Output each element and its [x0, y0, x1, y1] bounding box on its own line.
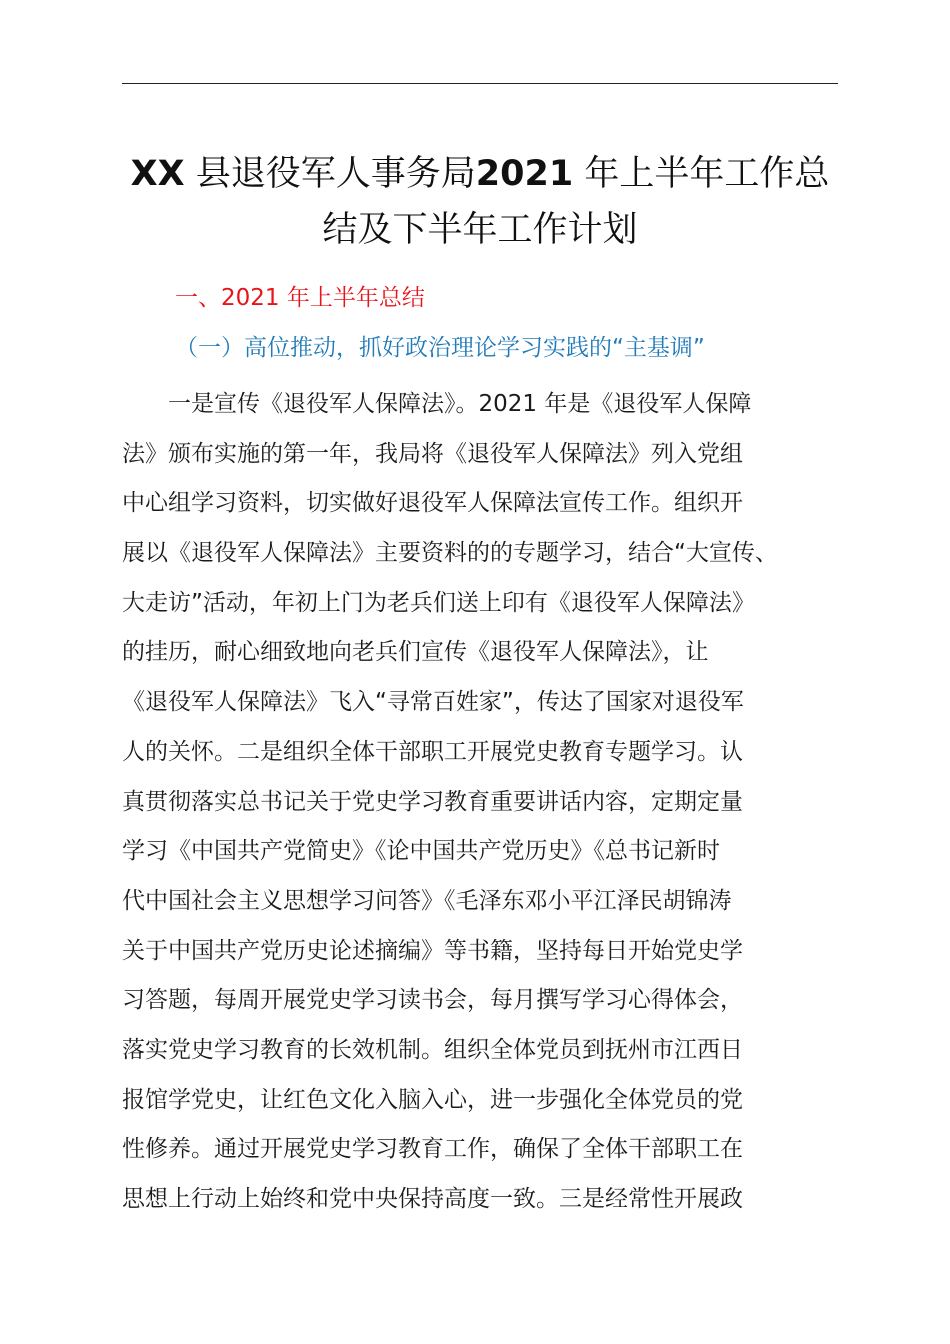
body-line: 报馆学党史，让红色文化入脑入心，进一步强化全体党员的党	[122, 1086, 743, 1113]
body-line: 性修养。通过开展党史学习教育工作，确保了全体干部职工在	[122, 1136, 743, 1163]
body-line: 法》颁布实施的第一年，我局将《退役军人保障法》列入党组	[122, 440, 743, 467]
body-line: 思想上行动上始终和党中央保持高度一致。三是经常性开展政	[122, 1186, 743, 1212]
body-line: 落实党史学习教育的长效机制。组织全体党员到抚州市江西日	[122, 1036, 743, 1063]
title-year: 2021	[475, 154, 574, 194]
body-line: 大走访”活动，年初上门为老兵们送上印有《退役军人保障法》	[122, 589, 755, 616]
title-line-2: 结及下半年工作计划	[322, 210, 638, 250]
body-line: 学习《中国共产党简史》《论中国共产党历史》《总书记新时	[122, 838, 720, 865]
title-mid: 县退役军人事务局	[184, 154, 476, 194]
subsection-heading: （一）高位推动，抓好政治理论学习实践的“主基调”	[175, 335, 705, 361]
body-line: 真贯彻落实总书记关于党史学习教育重要讲话内容，定期定量	[122, 788, 743, 815]
body-line: 一是宣传《退役军人保障法》。2021 年是《退役军人保障	[122, 391, 752, 417]
body-line: 中心组学习资料，切实做好退役军人保障法宣传工作。组织开	[122, 490, 743, 517]
body-line: 代中国社会主义思想学习问答》《毛泽东邓小平江泽民胡锦涛	[122, 887, 732, 914]
document-title	[90, 146, 870, 258]
title-prefix: XX	[130, 154, 185, 194]
header-rule	[122, 83, 838, 84]
body-line: 《退役军人保障法》飞入“寻常百姓家”，传达了国家对退役军	[122, 689, 744, 716]
body-line: 人的关怀。二是组织全体干部职工开展党史教育专题学习。认	[122, 738, 743, 765]
title-line-1	[90, 146, 870, 202]
body-paragraph	[122, 380, 862, 1225]
section-heading: 一、2021 年上半年总结	[175, 285, 425, 311]
body-line: 展以《退役军人保障法》主要资料的的专题学习，结合“大宣传、	[122, 540, 778, 567]
body-line: 关于中国共产党历史论述摘编》等书籍，坚持每日开始党史学	[122, 937, 743, 964]
body-line: 的挂历，耐心细致地向老兵们宣传《退役军人保障法》，让	[122, 639, 709, 666]
body-line: 习答题，每周开展党史学习读书会，每月撰写学习心得体会，	[122, 987, 743, 1014]
title-suffix: 年上半年工作总	[573, 154, 830, 194]
